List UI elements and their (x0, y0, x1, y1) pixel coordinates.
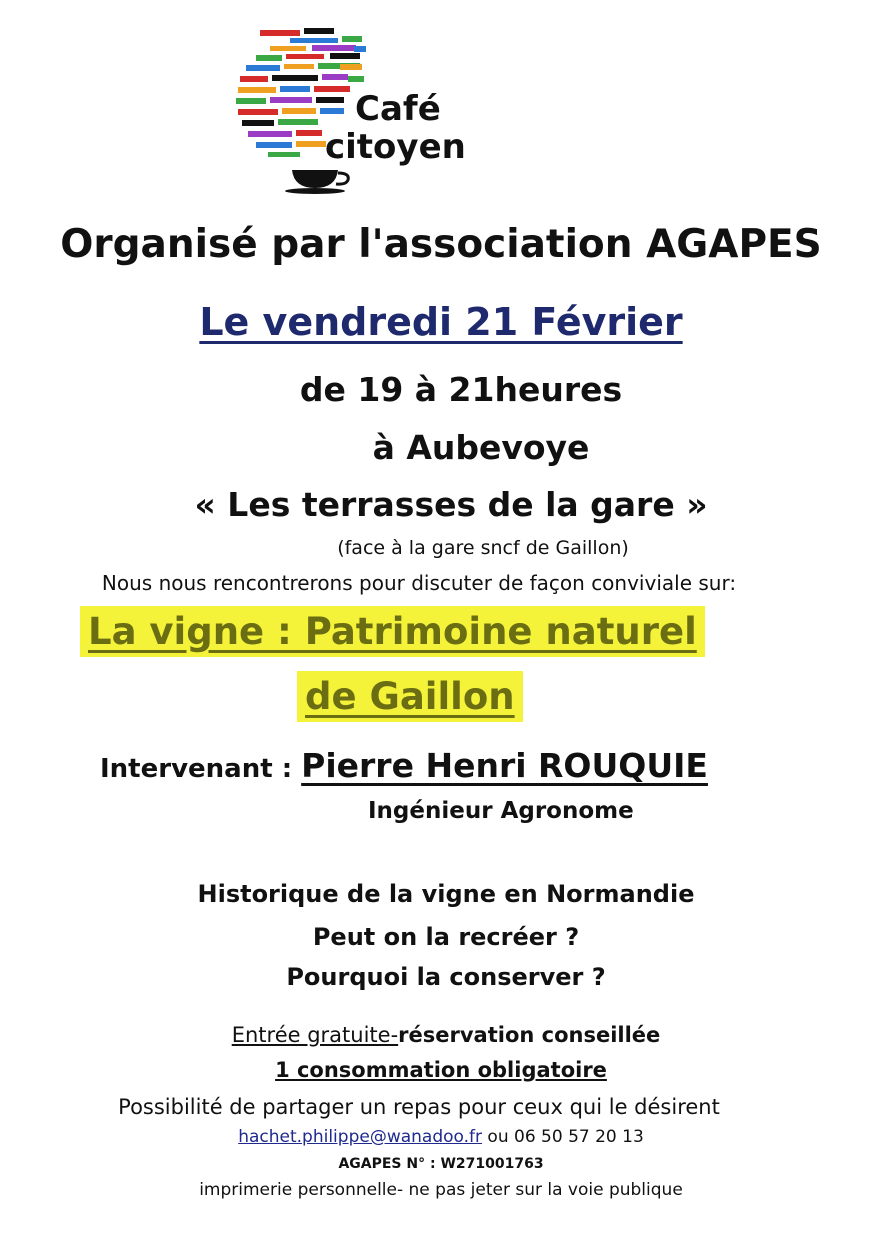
event-date: Le vendredi 21 Février (199, 300, 683, 344)
email-link[interactable]: hachet.philippe@wanadoo.fr (238, 1127, 483, 1147)
topic-line-2 (297, 675, 523, 718)
intro-text: Nous nous rencontrerons pour discuter de façon conviviale sur: (101, 571, 737, 595)
event-place: à Aubevoye (372, 428, 590, 467)
venue-note: (face à la gare sncf de Gaillon) (337, 537, 629, 559)
cafe-citoyen-logo (230, 20, 520, 195)
speaker-line (100, 746, 708, 785)
entry-free: Entrée gratuite- (231, 1023, 399, 1047)
organizer-heading: Organisé par l'association AGAPES (60, 222, 822, 267)
event-venue: « Les terrasses de la gare » (194, 485, 708, 524)
question-item: Pourquoi la conserver ? (286, 963, 606, 991)
speaker-title: Ingénieur Agronome (368, 798, 634, 824)
event-hours: de 19 à 21heures (299, 370, 623, 409)
question-item: Historique de la vigne en Normandie (197, 880, 695, 908)
association-number: AGAPES N° : W271001763 (338, 1156, 544, 1172)
topic-line-1 (80, 610, 705, 653)
topic-highlight-1: La vigne : Patrimoine naturel (80, 606, 705, 657)
entry-info (5, 1023, 882, 1047)
question-item: Peut on la recréer ? (312, 923, 580, 951)
phone-number: ou 06 50 57 20 13 (482, 1127, 644, 1147)
entry-reservation: réservation conseillée (398, 1023, 661, 1047)
logo-line-cafe: Café (355, 89, 441, 129)
logo-line-citoyen: citoyen (325, 127, 466, 167)
speaker-name: Pierre Henri ROUQUIE (301, 746, 708, 785)
meal-notice: Possibilité de partager un repas pour ceux qui le désirent (118, 1095, 720, 1119)
printer-note: imprimerie personnelle- ne pas jeter sur la voie publique (199, 1180, 683, 1200)
topic-highlight-2: de Gaillon (297, 671, 523, 722)
speaker-label: Intervenant : (100, 754, 293, 784)
consumption-notice: 1 consommation obligatoire (275, 1058, 607, 1082)
contact-line (0, 1127, 882, 1147)
